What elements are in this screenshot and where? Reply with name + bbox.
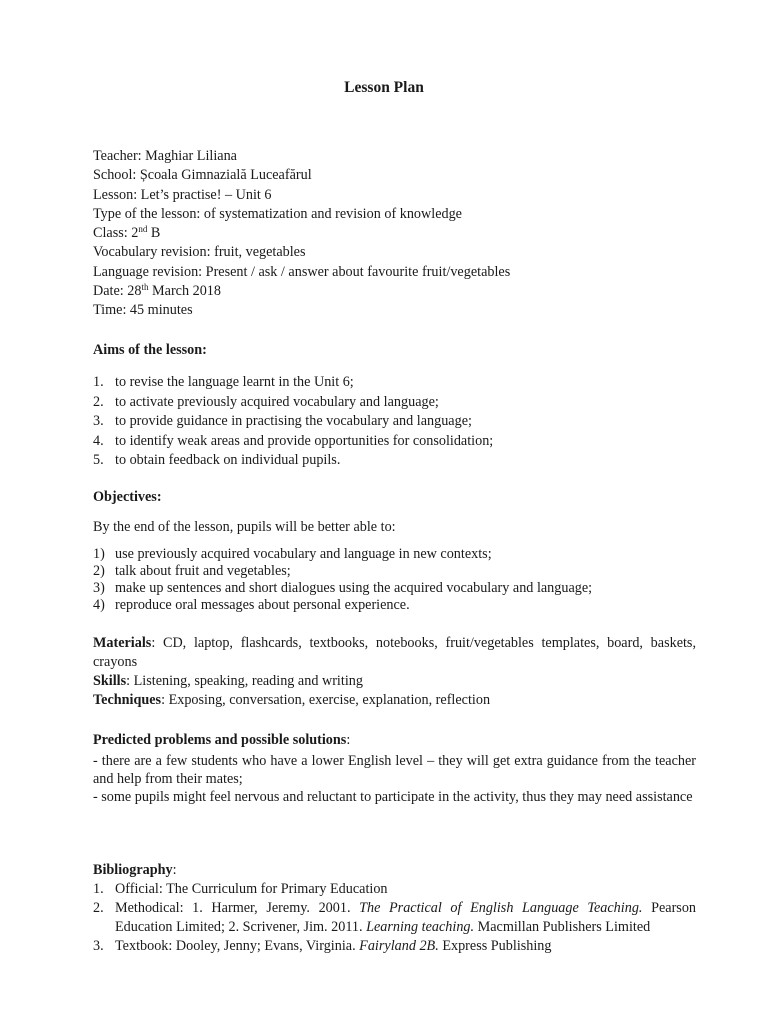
list-item (93, 563, 696, 580)
list-item (93, 880, 696, 899)
list-text: make up sentences and short dialogues using the acquired vocabulary and language; (115, 580, 593, 597)
problems-section (93, 731, 696, 806)
list-number: 2. (93, 900, 104, 917)
bibliography-heading: Bibliography (93, 862, 173, 878)
objectives-list (93, 546, 696, 614)
list-item (93, 580, 696, 597)
materials-section (93, 634, 696, 711)
class-line (93, 224, 696, 243)
skills-line (93, 672, 696, 691)
page-title: Lesson Plan (344, 79, 424, 96)
list-number: 4. (93, 432, 104, 449)
problems-heading: Predicted problems and possible solutions (93, 732, 347, 748)
class-sup: nd (138, 224, 148, 235)
materials-label: Materials (93, 635, 152, 651)
aims-heading: Aims of the lesson: (93, 342, 207, 358)
materials-text: : CD, laptop, flashcards, textbooks, notebooks, fruit/vegetables templates, board, baskets, crayons (93, 635, 696, 670)
techniques-line (93, 691, 696, 710)
lesson-line: Lesson: Let’s practise! – Unit 6 (93, 186, 272, 203)
list-number: 2. (93, 393, 104, 410)
aims-section (93, 341, 696, 471)
list-item (93, 393, 696, 413)
list-number: 5. (93, 452, 104, 469)
bibliography-heading-line (93, 861, 696, 880)
list-number: 4) (93, 597, 105, 614)
skills-text: : Listening, speaking, reading and writing (126, 673, 363, 689)
book-title: Fairyland 2B. (359, 938, 439, 955)
date-line (93, 282, 696, 301)
materials-paragraph (93, 634, 696, 672)
list-text: Methodical: 1. Harmer, Jeremy. 2001. (115, 900, 360, 917)
list-item (93, 899, 696, 937)
list-text: to identify weak areas and provide opportunities for consolidation; (115, 432, 494, 449)
objectives-intro: By the end of the lesson, pupils will be better able to: (93, 519, 396, 535)
date-suffix: March 2018 (148, 283, 221, 300)
objectives-section (93, 488, 696, 614)
teacher-line: Teacher: Maghiar Liliana (93, 148, 237, 164)
list-text: to obtain feedback on individual pupils. (115, 452, 341, 469)
problem-paragraph-2: - some pupils might feel nervous and reluctant to participate in the activity, thus they may need assistance (93, 789, 693, 806)
list-number: 3. (93, 413, 104, 430)
list-number: 3) (93, 580, 105, 597)
aims-list (93, 373, 696, 471)
list-number: 1. (93, 374, 104, 390)
list-number: 1) (93, 546, 105, 563)
list-text: Express Publishing (438, 938, 552, 955)
list-item (93, 546, 696, 563)
date-prefix: Date: 28 (93, 283, 142, 300)
list-number: 2) (93, 563, 105, 580)
vocabulary-line: Vocabulary revision: fruit, vegetables (93, 244, 306, 261)
list-text: Official: The Curriculum for Primary Education (115, 881, 388, 898)
list-text: to revise the language learnt in the Unit 6; (115, 374, 354, 390)
list-item (93, 597, 696, 614)
techniques-text: : Exposing, conversation, exercise, explanation, reflection (161, 692, 491, 709)
list-item (93, 412, 696, 432)
list-item (93, 373, 696, 393)
list-item (93, 937, 696, 956)
problem-paragraph-1: - there are a few students who have a lower English level – they will get extra guidance from the teacher and help from their mates; (93, 753, 696, 788)
book-title: Learning teaching. (366, 919, 475, 936)
list-number: 3. (93, 938, 104, 955)
list-item (93, 451, 696, 471)
problems-heading-line (93, 731, 696, 750)
school-line: School: Școala Gimnazială Luceafărul (93, 167, 312, 184)
list-text: Pearson Education Limited; 2. Scrivener, Jim. 2011. (115, 900, 697, 936)
lesson-type-line: Type of the lesson: of systematization and revision of knowledge (93, 205, 462, 222)
list-text: use previously acquired vocabulary and language in new contexts; (115, 546, 492, 563)
book-title: The Practical of English Language Teaching. (359, 900, 643, 917)
list-number: 1. (93, 881, 104, 898)
techniques-label: Techniques (93, 692, 162, 709)
list-text: reproduce oral messages about personal experience. (115, 597, 410, 614)
list-text: Textbook: Dooley, Jenny; Evans, Virginia. (115, 938, 360, 955)
lesson-info (93, 147, 696, 321)
list-text: talk about fruit and vegetables; (115, 563, 291, 580)
skills-label: Skills (93, 673, 127, 689)
bibliography-colon: : (172, 862, 177, 878)
language-line: Language revision: Present / ask / answer about favourite fruit/vegetables (93, 263, 511, 280)
class-prefix: Class: 2 (93, 225, 139, 242)
bibliography-section (93, 861, 696, 956)
list-text: to activate previously acquired vocabulary and language; (115, 393, 439, 410)
class-suffix: B (147, 225, 161, 242)
list-text: Macmillan Publishers Limited (474, 919, 651, 936)
objectives-heading: Objectives: (93, 489, 162, 505)
date-sup: th (141, 282, 149, 293)
list-text: to provide guidance in practising the vocabulary and language; (115, 413, 472, 430)
time-line: Time: 45 minutes (93, 302, 193, 319)
list-item (93, 432, 696, 452)
problems-colon: : (346, 732, 351, 748)
